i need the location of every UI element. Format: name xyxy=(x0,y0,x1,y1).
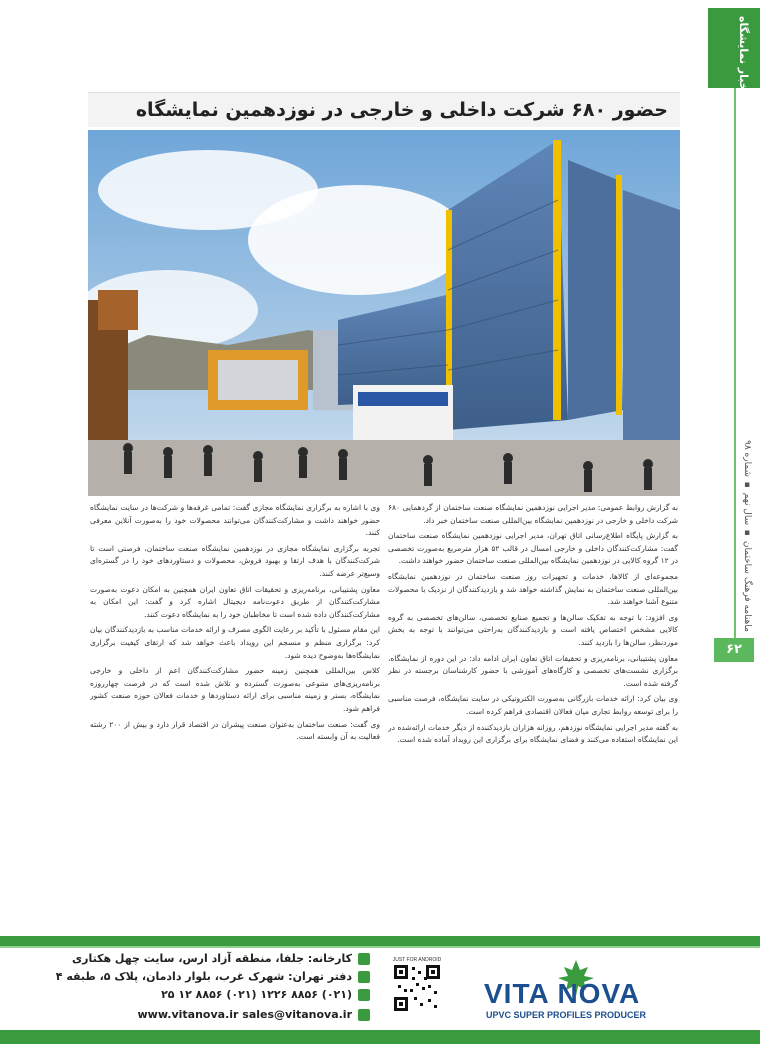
exhibition-photo-illustration xyxy=(88,130,680,496)
paragraph: کلاس بین‌المللی همچنین زمینه حضور مشارکت‌کنندگان اعم از داخلی و خارجی برنامه‌ریزی‌های متنوعی به‌صورت گسترده و تلاش شده است که در فرصت چهارروزه نمایشگاه، بستر و زمینه مناسبی برای ارائه دستاوردها و خدمات فعالان حوزه صنعت کشور فراهم شود. xyxy=(90,666,380,713)
article-title: حضور ۶۸۰ شرکت داخلی و خارجی در نوزدهمین نمایشگاه xyxy=(135,99,668,121)
paragraph: وی با اشاره به برگزاری نمایشگاه مجازی گفت: تمامی غرفه‌ها و شرکت‌ها در سایت نمایشگاه حضور خواهند داشت و مشارکت‌کنندگان می‌توانند محصولات خود را به‌صورت آنلاین معرفی کنند. xyxy=(90,503,380,538)
contact-web[interactable]: www.vitanova.ir sales@vitanova.ir xyxy=(80,1008,370,1021)
paragraph: مجموعه‌ای از کالاها، خدمات و تجهیزات روز صنعت ساختمان در نوزدهمین نمایشگاه بین‌المللی صنعت ساختمان به نمایش گذاشته خواهد شد و بازدیدکنندگان از نزدیک با محصولات متنوع آشنا خواهند شد. xyxy=(388,571,678,607)
paragraph: معاون پشتیبانی، برنامه‌ریزی و تحقیقات اتاق تعاون ایران ادامه داد: در این دوره از نمایشگاه، برگزاری نشست‌های تخصصی و کارگاه‌های آموزشی با حضور کارشناسان برجسته در نظر گرفته شده است. xyxy=(388,653,678,688)
web-icon xyxy=(358,1009,370,1021)
section-tab-label: اخبار نمایشگاه xyxy=(737,16,750,95)
article-title-box xyxy=(88,92,680,127)
paragraph: وی بیان کرد: ارائه خدمات بازرگانی به‌صورت الکترونیکی در سایت نمایشگاه، فرصت مناسبی را برای توسعه روابط تجاری میان فعالان اقتصادی فراهم کرده است. xyxy=(388,694,678,716)
contact-phone: (۰۲۱) ۸۸۵۶ ۱۲۲۶ (۰۲۱) ۸۸۵۶ ۱۲ ۲۵ xyxy=(80,988,370,1001)
section-tab xyxy=(708,8,760,95)
paragraph: به گفته مدیر اجرایی نمایشگاه نوزدهم، روزانه هزاران بازدیدکننده از دیگر خدمات ارائه‌شده در این نمایشگاه استفاده می‌کنند و فضای نمایشگاه برای برگزاری این رویداد آماده شده است. xyxy=(388,722,678,745)
phone-icon xyxy=(358,989,370,1001)
article-column-right xyxy=(388,502,678,922)
footer-bottom-strip xyxy=(0,1030,760,1044)
factory-icon xyxy=(358,953,370,965)
qr-code-graphic xyxy=(392,963,442,1013)
logo-wordmark: VITA NOVA xyxy=(484,978,641,1009)
footer-band xyxy=(0,936,760,946)
side-divider xyxy=(734,88,736,640)
side-issue-text: ماهنامه فرهنگ ساختمان ▪ سال نهم ▪ شماره ۹۸ xyxy=(742,440,752,632)
paragraph: به گزارش روابط عمومی: مدیر اجرایی نوزدهمین نمایشگاه صنعت ساختمان از گردهمایی ۶۸۰ شرکت داخلی و خارجی در نوزدهمین نمایشگاه بین‌المللی صنعت ساختمان خبر داد. xyxy=(388,503,678,525)
qr-caption: JUST FOR ANDROID xyxy=(392,957,442,963)
paragraph: وی گفت: صنعت ساختمان به‌عنوان صنعت پیشران در اقتصاد قرار دارد و بیش از ۲۰۰ رشته فعالیت به آن وابسته است. xyxy=(90,719,380,742)
contact-factory: کارخانه: جلفا، منطقه آزاد ارس، سایت چهل هکتاری xyxy=(80,952,370,965)
page-number: ۶۲ xyxy=(714,638,754,662)
paragraph: معاون پشتیبانی، برنامه‌ریزی و تحقیقات اتاق تعاون ایران همچنین به امکان دعوت به‌صورت مشارکت‌کنندگان از طریق دعوت‌نامه دیجیتال اشاره کرد و گفت: این امکان به مشارکت‌کنندگان داده شده است تا مخاطبان خود را به نمایشگاه دعوت کنند. xyxy=(90,584,380,619)
qr-code[interactable] xyxy=(392,957,442,1019)
article-column-left xyxy=(90,502,380,922)
logo-tagline: UPVC SUPER PROFILES PRODUCER xyxy=(486,1010,647,1020)
vitanova-logo xyxy=(484,960,684,1024)
paragraph: وی افزود: با توجه به تفکیک سالن‌ها و تجمیع صنایع تخصصی، سالن‌های تخصصی به گروه کالایی مشخص اختصاص یافته است و بازدیدکنندگان به‌راحتی می‌توانند با توجه به بخش موردنظر، سالن‌ها را بازدید کنند. xyxy=(388,612,678,647)
exhibition-photo xyxy=(88,130,680,496)
paragraph: تجربه برگزاری نمایشگاه مجازی در نوزدهمین نمایشگاه صنعت ساختمان، فرصتی است تا شرکت‌کنندگان با هدف ارتقا و بهبود فروش، محصولات و دستاوردهای خود را در گستره‌ای وسیع‌تر عرضه کنند. xyxy=(90,543,380,578)
paragraph: به گزارش پایگاه اطلاع‌رسانی اتاق تهران، مدیر اجرایی نوزدهمین نمایشگاه صنعت ساختمان گفت: مشارکت‌کنندگان داخلی و خارجی امسال در قالب ۵۲ هزار مترمربع به‌صورت تخصصی در ۱۲ گروه کالایی در نوزدهمین نمایشگاه بین‌المللی صنعت ساختمان حضور خواهند داشت. xyxy=(388,531,678,566)
contact-office: دفتر تهران: شهرک غرب، بلوار دادمان، پلاک ۵، طبقه ۴ xyxy=(80,970,370,983)
paragraph: این مقام مسئول با تأکید بر رعایت الگوی مصرف و ارائه خدمات مناسب به بازدیدکنندگان بیان کرد: برگزاری منظم و منسجم این رویداد باعث خواهد شد که ارتقای کیفیت برگزاری نمایشگاه‌ها به‌وضوح دیده شود. xyxy=(90,625,380,660)
office-icon xyxy=(358,971,370,983)
